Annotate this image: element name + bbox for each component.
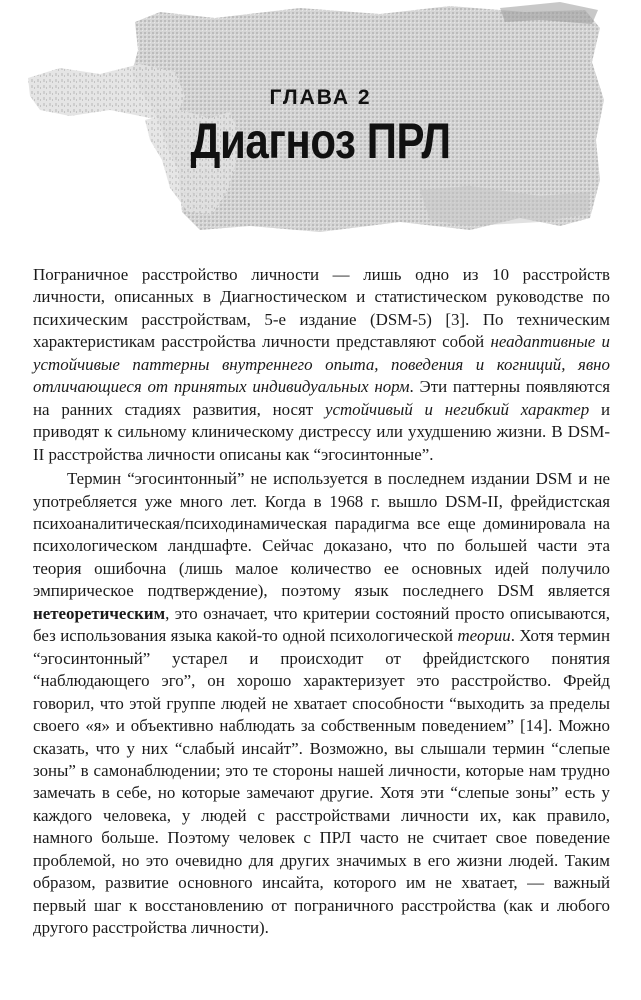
italic-phrase: теории — [457, 626, 511, 646]
text-run: , это означает, что критерии состояний просто описываются, без использования языка какой-то одной психологической — [33, 603, 610, 646]
chapter-label: ГЛАВА 2 — [269, 86, 372, 109]
bold-term: нетеоретическим — [33, 603, 166, 623]
paragraph-2 — [33, 468, 610, 940]
italic-phrase: устойчивый и негибкий характер — [324, 399, 590, 419]
text-run: Термин “эгосинтонный” не используется в последнем издании DSM и не употребляется уже много лет. Когда в 1968 г. вышло DSM-II, фрейдистская психоаналитическая/психодинамическая парадигма все еще доминировала на психологическом ландшафте. Сейчас доказано, что по большей части эта теория ошибочна (лишь малое количество ее основных идей получило эмпирическое подтверждение), поэтому язык последнего DSM является — [33, 469, 610, 601]
text-run: и приводят к сильному клиническому дистрессу или ухудшению жизни. В DSM-II расстройства личности описаны как “эгосинтонные”. — [33, 399, 611, 464]
text-run: . Хотя термин “эгосинтонный” устарел и происходит от фрейдистского понятия “наблюдающего эго”, он хорошо характеризует это расстройство. Фрейд говорил, что этой группе людей не хватает способности “выходить за пределы своего «я» и объективно наблюдать за собственным поведением” [14]. Можно сказать, что у них “слабый инсайт”. Возможно, вы слышали термин “слепые зоны” в самонаблюдении; это те стороны нашей личности, которые нам трудно замечать в себе, но которые замечают другие. Хотя эти “слепые зоны” есть у каждого человека, у людей с расстройствами личности их, как правило, намного больше. Поэтому человек с ПРЛ часто не считает свое поведение проблемой, но это очевидно для других значимых в его жизни людей. Таким образом, развитие основного инсайта, которого им не хватает, — важный первый шаг к восстановлению от пограничного расстройства (как и любого другого расстройства личности). — [33, 626, 610, 938]
paragraph-1 — [33, 264, 610, 466]
chapter-title: Диагноз ПРЛ — [190, 113, 451, 169]
italic-phrase: неадаптивные и устойчивые паттерны внутреннего опыта, поведения и когниций, явно отличающиеся от принятых индивидуальных норм — [33, 332, 610, 397]
text-run: Пограничное расстройство личности — лишь одно из 10 расстройств личности, описанных в Диагностическом и статистическом руководстве по психическим расстройствам, 5-е издание (DSM-5) [3]. По техническим характеристикам расстройства личности представляют собой — [33, 265, 610, 352]
body-text — [33, 264, 610, 940]
text-run: . Эти паттерны появляются на ранних стадиях развития, носят — [33, 377, 610, 419]
